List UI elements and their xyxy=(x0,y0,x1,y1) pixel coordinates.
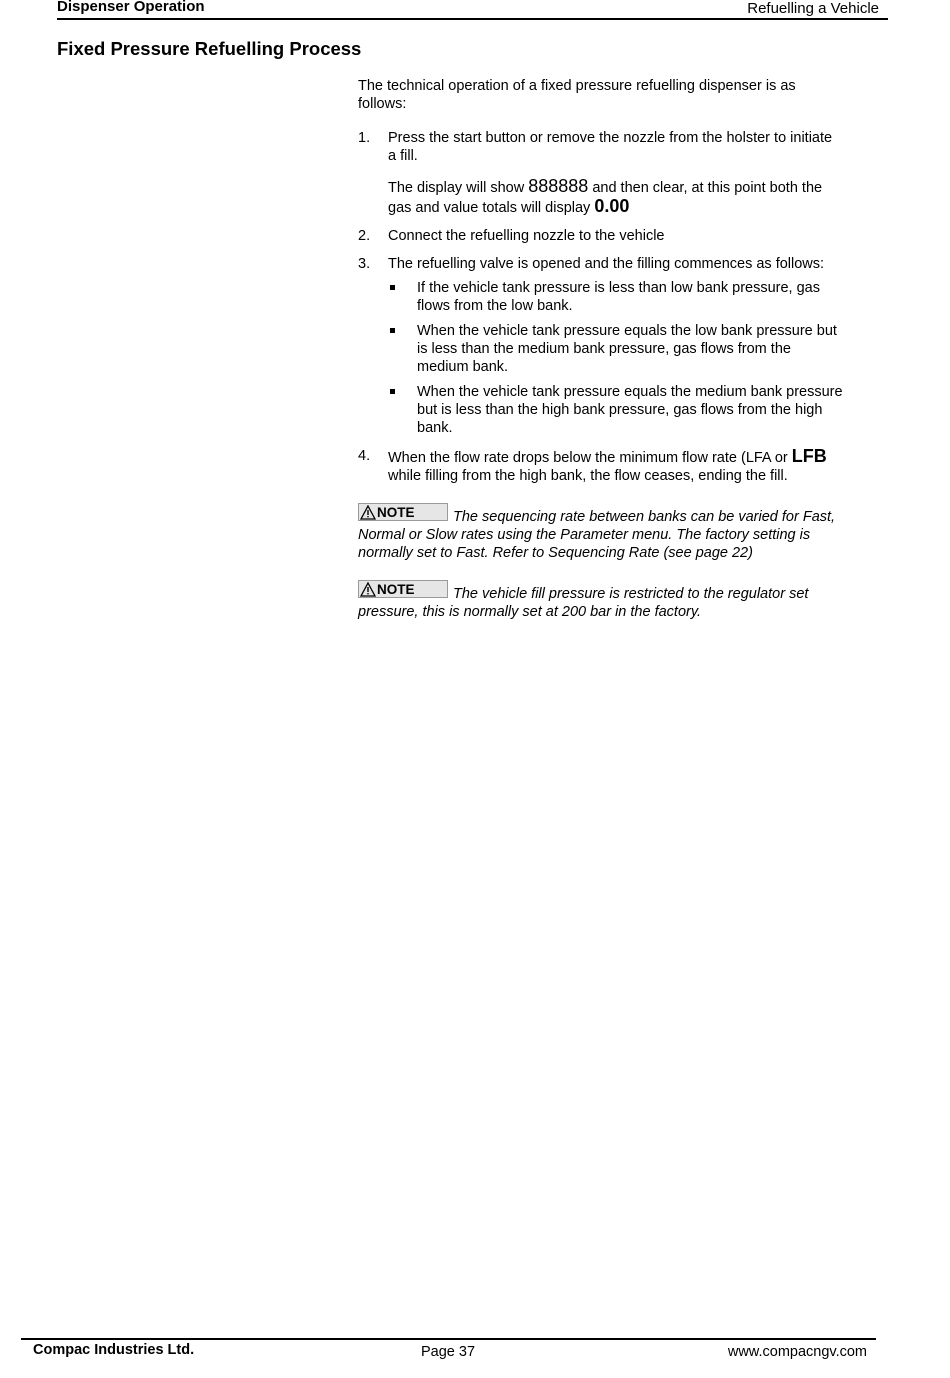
bank-bullets xyxy=(388,279,843,437)
warning-triangle-icon xyxy=(360,582,376,597)
display-text-middle: and then clear, at this point both the gas and value totals will display xyxy=(388,180,823,216)
note-fill-pressure xyxy=(358,584,843,621)
page-footer xyxy=(21,1338,876,1360)
total-value: 0.00 xyxy=(594,196,630,216)
note-badge xyxy=(358,580,448,598)
step-1 xyxy=(358,129,843,217)
bullet-text: When the vehicle tank pressure equals the low bank pressure but is less than the medium bank pressure, gas flows from the medium bank. xyxy=(417,323,837,375)
step-number: 2. xyxy=(358,228,371,244)
step-text: Press the start button or remove the nozzle from the holster to initiate a fill. xyxy=(388,130,833,164)
note-sequencing xyxy=(358,507,843,562)
bullet-item xyxy=(388,322,843,376)
step-4 xyxy=(358,447,843,485)
note-text: The vehicle fill pressure is restricted to the regulator set pressure, this is normally set at 200 bar in the factory. xyxy=(358,586,809,620)
step-3 xyxy=(358,255,843,437)
footer-website: www.compacngv.com xyxy=(727,1344,867,1360)
bullet-text: When the vehicle tank pressure equals the medium bank pressure but is less than the high bank pressure, gas flows from the high bank. xyxy=(417,384,843,436)
note-text: The sequencing rate between banks can be varied for Fast, Normal or Slow rates using the Parameter menu. The factory setting is normally set to Fast. Refer to Sequencing Rate (see page 22) xyxy=(358,509,836,561)
step-text: The refuelling valve is opened and the filling commences as follows: xyxy=(388,256,825,272)
note-label: NOTE xyxy=(377,505,415,520)
step-text-before: When the flow rate drops below the minimum flow rate (LFA or xyxy=(388,450,792,466)
step-2 xyxy=(358,227,843,245)
step-text-after: while filling from the high bank, the flow ceases, ending the fill. xyxy=(388,468,788,484)
square-bullet-icon xyxy=(390,285,395,290)
square-bullet-icon xyxy=(390,389,395,394)
footer-company: Compac Industries Ltd. xyxy=(33,1342,195,1358)
section-title: Fixed Pressure Refuelling Process xyxy=(57,38,362,59)
bullet-item xyxy=(388,383,843,437)
header-chapter: Dispenser Operation xyxy=(57,0,205,15)
footer-page-number: Page 37 xyxy=(421,1344,476,1360)
header-section: Refuelling a Vehicle xyxy=(747,0,879,17)
page-header xyxy=(57,0,888,20)
body-content xyxy=(358,77,843,621)
note-label: NOTE xyxy=(377,582,415,597)
flow-code: LFB xyxy=(791,446,827,466)
bullet-item xyxy=(388,279,843,315)
intro-paragraph: The technical operation of a fixed pressure refuelling dispenser is as follows: xyxy=(358,78,796,112)
square-bullet-icon xyxy=(390,328,395,333)
step-1-display-note xyxy=(388,177,843,217)
step-number: 4. xyxy=(358,448,371,464)
step-number: 1. xyxy=(358,130,371,146)
note-badge xyxy=(358,503,448,521)
display-text-before: The display will show xyxy=(388,180,529,196)
display-value: 888888 xyxy=(528,176,589,196)
warning-triangle-icon xyxy=(360,505,376,520)
step-number: 3. xyxy=(358,256,371,272)
step-text: Connect the refuelling nozzle to the vehicle xyxy=(388,228,665,244)
step-text xyxy=(388,447,843,485)
bullet-text: If the vehicle tank pressure is less than low bank pressure, gas flows from the low bank. xyxy=(417,280,820,314)
